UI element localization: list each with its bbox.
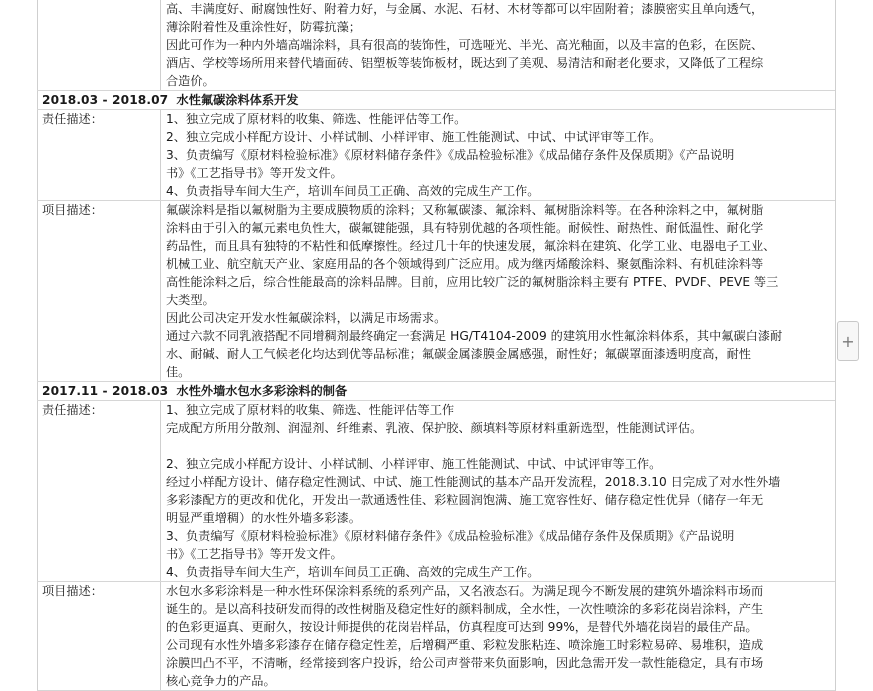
intro-line: 酒店、学校等场所用来替代墙面砖、铝塑板等装饰板材，既达到了美观、易清洁和耐老化要求，又降低了工程综 (166, 56, 764, 70)
responsibility-body (161, 401, 835, 581)
responsibility-line: 2、独立完成小样配方设计、小样试制、小样评审、施工性能测试、中试、中试评审等工作。 (166, 457, 662, 471)
responsibility-line: 3、负责编写《原材料检验标准》《原材料储存条件》《成品检验标准》《成品储存条件及保质期》《产品说明 (166, 529, 735, 543)
project-description-label: 项目描述： (37, 582, 161, 690)
responsibility-line: 1、独立完成了原材料的收集、筛选、性能评估等工作 (166, 403, 455, 417)
project-name: 水性外墙水包水多彩涂料的制备 (176, 384, 348, 398)
intro-label-cell (37, 0, 161, 90)
intro-line: 薄涂附着性及重涂性好，防霉抗藻； (166, 20, 361, 34)
description-line: 因此公司决定开发水性氟碳涂料，以满足市场需求。 (166, 311, 447, 325)
description-line: 涂料由于引入的氟元素电负性大，碳氟键能强，具有特别优越的各项性能。耐候性、耐热性、耐低温性、耐化学 (166, 221, 764, 235)
project-title (37, 382, 835, 400)
responsibility-line: 完成配方所用分散剂、润湿剂、纤维素、乳液、保护胶、颜填料等原材料重新选型，性能测试评估。 (166, 421, 703, 435)
description-line: 公司现有水性外墙多彩漆存在储存稳定性差，后增稠严重、彩粒发胀粘连、喷涂施工时彩粒易碎、易堆积，造成 (166, 638, 764, 652)
project-description-body (161, 582, 835, 690)
add-row-button[interactable] (837, 321, 859, 361)
project-name: 水性氟碳涂料体系开发 (176, 93, 299, 107)
resume-document (37, 0, 836, 691)
project-title (37, 91, 835, 109)
responsibility-line: 书》《工艺指导书》等开发文件。 (166, 547, 343, 561)
project-date: 2018.03 - 2018.07 (42, 93, 169, 107)
responsibility-line: 2、独立完成小样配方设计、小样试制、小样评审、施工性能测试、中试、中试评审等工作。 (166, 130, 662, 144)
project-description-row (37, 201, 835, 382)
responsibility-line: 4、负责指导车间大生产，培训车间员工正确、高效的完成生产工作。 (166, 565, 540, 579)
responsibility-line: 经过小样配方设计、储存稳定性测试、中试、施工性能测试的基本产品开发流程，2018.3.10 日完成了对水性外墙 (166, 475, 781, 489)
responsibility-line: 明显严重增稠）的水性外墙多彩漆。 (166, 511, 361, 525)
description-line: 诞生的。是以高科技研发而得的改性树脂及稳定性好的颜料制成，全水性，一次性喷涂的多彩花岗岩涂料，产生 (166, 602, 764, 616)
description-line: 药品性，而且具有独特的不粘性和低摩擦性。经过几十年的快速发展，氟涂料在建筑、化学工业、电器电子工业、 (166, 239, 776, 253)
intro-body (161, 0, 835, 90)
description-line: 的色彩更逼真、更耐久，按设计师提供的花岗岩样品，仿真程度可达到 99%，是替代外墙花岗岩的最佳产品。 (166, 620, 758, 634)
blank-line (166, 437, 829, 455)
project-description-row (37, 582, 835, 691)
intro-line: 合造价。 (166, 74, 215, 88)
responsibility-line: 1、独立完成了原材料的收集、筛选、性能评估等工作。 (166, 112, 467, 126)
description-line: 水包水多彩涂料是一种水性环保涂料系统的系列产品，又名液态石。为满足现今不断发展的建筑外墙涂料市场而 (166, 584, 764, 598)
responsibility-body (161, 110, 835, 200)
responsibility-row (37, 401, 835, 582)
description-line: 核心竞争力的产品。 (166, 674, 276, 688)
intro-line: 因此可作为一种内外墙高端涂料，具有很高的装饰性，可选哑光、半光、高光釉面，以及丰富的色彩，在医院、 (166, 38, 764, 52)
responsibility-label: 责任描述： (37, 110, 161, 200)
description-line: 大类型。 (166, 293, 215, 307)
responsibility-row (37, 110, 835, 201)
plus-icon: + (841, 331, 855, 351)
description-line: 通过六款不同乳液搭配不同增稠剂最终确定一套满足 HG/T4104-2009 的建筑用水性氟涂料体系，其中氟碳白漆耐 (166, 329, 783, 343)
description-line: 水、耐碱、耐人工气候老化均达到优等品标准；氟碳金属漆膜金属感强，耐性好；氟碳罩面漆透明度高，耐性 (166, 347, 751, 361)
responsibility-line: 4、负责指导车间大生产，培训车间员工正确、高效的完成生产工作。 (166, 184, 540, 198)
intro-row (37, 0, 835, 91)
responsibility-line: 多彩漆配方的更改和优化，开发出一款通透性佳、彩粒圆润饱满、施工宽容性好、储存稳定性优异（储存一年无 (166, 493, 764, 507)
project-header-multicolor (37, 382, 835, 401)
project-header-fluorocarbon (37, 91, 835, 110)
description-line: 氟碳涂料是指以氟树脂为主要成膜物质的涂料；又称氟碳漆、氟涂料、氟树脂涂料等。在各种涂料之中，氟树脂 (166, 203, 764, 217)
responsibility-line: 3、负责编写《原材料检验标准》《原材料储存条件》《成品检验标准》《成品储存条件及保质期》《产品说明 (166, 148, 735, 162)
description-line: 高性能涂料之后，综合性能最高的涂料品牌。目前，应用比较广泛的氟树脂涂料主要有 PTFE、PVDF、PEVE 等三 (166, 275, 779, 289)
responsibility-label: 责任描述： (37, 401, 161, 581)
description-line: 佳。 (166, 365, 191, 379)
project-description-label: 项目描述： (37, 201, 161, 381)
description-line: 机械工业、航空航天产业、家庭用品的各个领域得到广泛应用。成为继丙烯酸涂料、聚氨酯涂料、有机硅涂料等 (166, 257, 764, 271)
project-date: 2017.11 - 2018.03 (42, 384, 169, 398)
project-description-body (161, 201, 835, 381)
intro-line: 高、丰满度好、耐腐蚀性好、附着力好，与金属、水泥、石材、木材等都可以牢固附着；漆膜密实且单向透气， (166, 2, 764, 16)
responsibility-line: 书》《工艺指导书》等开发文件。 (166, 166, 343, 180)
description-line: 涂膜凹凸不平，不清晰，经常接到客户投诉，给公司声誉带来负面影响，因此急需开发一款性能稳定，具有市场 (166, 656, 764, 670)
